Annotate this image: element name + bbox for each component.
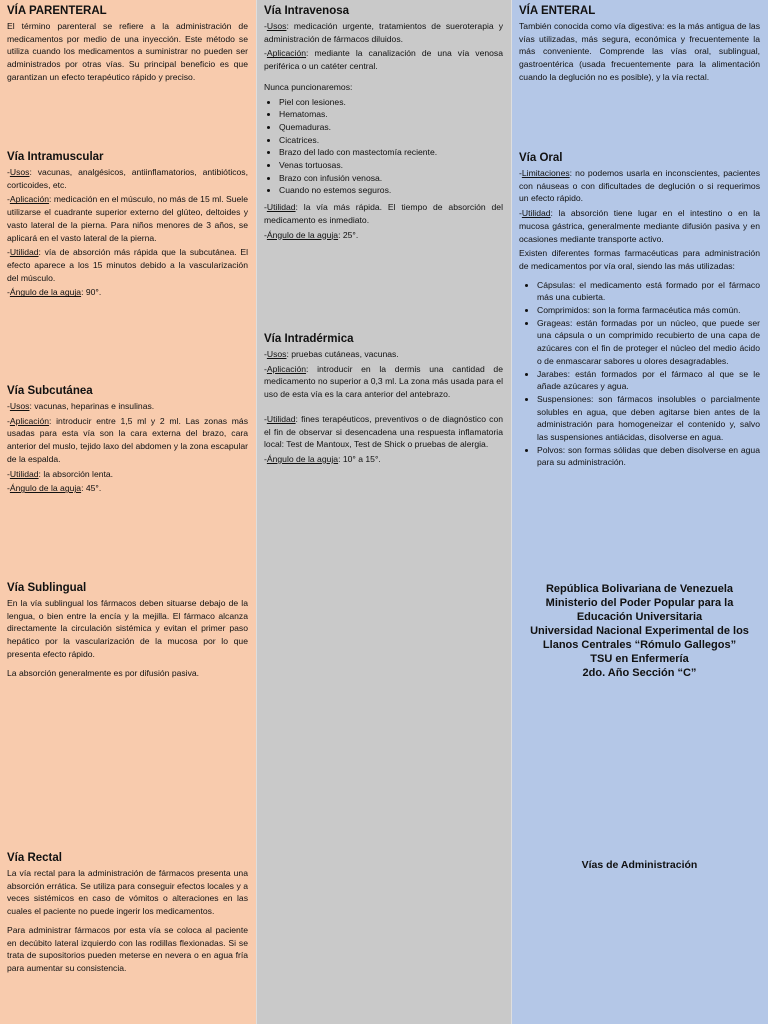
list-item: • Piel con lesiones. [279, 96, 503, 109]
institution-line: República Bolivariana de Venezuela [545, 583, 734, 595]
intradermica-utilidad: -Utilidad: fines terapéuticos, preventivos o de diagnóstico con el fin de observar si desencadena una respuesta inflamatoria local: Test de Mantoux, Test de Shick o pruebas de alergia. [264, 413, 503, 450]
institution-block [519, 582, 760, 680]
subcutanea-aplicacion: -Aplicación: introducir entre 1,5 ml y 2 ml. Las zonas más usadas para esta vía son la cara externa del brazo, cara anterior del muslo, tejido laxo del abdomen y la zona escapular de la espalda. [7, 415, 248, 464]
intravenosa-title: Vía Intravenosa [264, 5, 350, 17]
intravenosa-utilidad: -Utilidad: la vía más rápida. El tiempo de absorción del medicamento es inmediato. [264, 202, 503, 225]
column-right [512, 0, 768, 1024]
intravenosa-angulo: -Ángulo de la aguja: 25°. [264, 229, 359, 240]
section-intradermica [264, 332, 503, 468]
intradermica-title: Vía Intradérmica [264, 333, 354, 345]
list-item: • Polvos: son formas sólidas que deben disolverse en agua para su administración. [537, 444, 760, 469]
sublingual-title: Vía Sublingual [7, 582, 87, 594]
institution-line: Llanos Centrales “Rómulo Gallegos” [542, 639, 737, 651]
institution-line: Universidad Nacional Experimental de los [530, 625, 749, 637]
intramuscular-title: Vía Intramuscular [7, 151, 104, 163]
list-item: • Brazo con infusión venosa. [279, 172, 503, 185]
parenteral-text: El término parenteral se refiere a la administración de medicamentos por medio de una inyección. Este método se utiliza cuando los medicamentos a suministrar no pueden ser administrados por otras vías. Su principal beneficio es que garantizan un efecto terapéutico rápido y preciso. [7, 21, 248, 82]
list-item: • Grageas: están formadas por un núcleo, que puede ser una cápsula o un comprimido recubierto de una capa de azúcares con el fin de proteger el núcleo del medio ácido o de enmascarar sabores u olores desagradables. [537, 317, 760, 368]
enteral-text: También conocida como vía digestiva: es la más antigua de las vías utilizadas, más segura, económica y frecuentemente la más conveniente. Comprende las vías oral, sublingual, gastroentérica (usada frecuentemente para la alimentación cuando la deglución no es posible), y la vía rectal. [519, 21, 760, 82]
institution-line: Educación Universitaria [576, 611, 703, 623]
intradermica-aplicacion: -Aplicación: introducir en la dermis una cantidad de medicamento no superior a 0,3 ml. La zona más usada para el uso de esta vía es la cara anterior del antebrazo. [264, 363, 503, 400]
list-item: • Venas tortuosas. [279, 159, 503, 172]
oral-forms-list [519, 279, 760, 470]
section-parenteral [7, 4, 248, 86]
list-item: • Cápsulas: el medicamento está formado por el fármaco más una cubierta. [537, 279, 760, 304]
oral-utilidad: -Utilidad: la absorción tiene lugar en el intestino o en la mucosa gástrica, generalmente mediante difusión pasiva y en ocasiones mediante transporte activo. [519, 208, 760, 244]
enteral-title: VÍA ENTERAL [519, 5, 596, 17]
list-item: • Cicatrices. [279, 134, 503, 147]
subcutanea-title: Vía Subcutánea [7, 385, 93, 397]
rectal-title: Vía Rectal [7, 852, 62, 864]
subcutanea-angulo: -Ángulo de la aguja: 45°. [7, 483, 102, 494]
subcutanea-usos: -Usos: vacunas, heparinas e insulinas. [7, 401, 155, 411]
intravenosa-nunca: Nunca puncionaremos: [264, 81, 353, 92]
column-left [0, 0, 256, 1024]
intradermica-usos: -Usos: pruebas cutáneas, vacunas. [264, 349, 399, 359]
column-middle [256, 0, 512, 1024]
list-item: • Jarabes: están formados por el fármaco al que se le añade azúcares y agua. [537, 368, 760, 393]
intravenosa-aplicacion: -Aplicación: mediante la canalización de una vía venosa periférica o un catéter central. [264, 48, 503, 72]
subcutanea-utilidad: -Utilidad: la absorción lenta. [7, 468, 114, 479]
intramuscular-utilidad: -Utilidad: vía de absorción más rápida que la subcutánea. El efecto aparece a los 15 minutos debido a la vascularización del músculo. [7, 247, 248, 283]
list-item: • Comprimidos: son la forma farmacéutica más común. [537, 304, 760, 317]
rectal-text1: La vía rectal para la administración de fármacos presenta una absorción errática. Se utiliza para conseguir efectos locales y a veces sistémicos en caso de vómitos o alteraciones en las cuales el paciente no puede ingerir los medicamentos. [7, 868, 248, 917]
rectal-text2: Para administrar fármacos por esta vía se coloca al paciente en decúbito lateral izquierdo con las rodillas flexionadas. Si se trata de supositorios pueden meterse en nevera o en agua fría para aumentar su consistencia. [7, 924, 248, 973]
cover-title: Vías de Administración [581, 859, 698, 871]
institution-line: Ministerio del Poder Popular para la [545, 597, 734, 609]
parenteral-title: VÍA PARENTERAL [7, 5, 107, 17]
section-rectal [7, 851, 248, 977]
oral-intro: Existen diferentes formas farmacéuticas para administración de medicamentos por vía oral, siendo las más utilizadas: [519, 248, 760, 271]
section-intravenosa [264, 4, 503, 243]
section-enteral [519, 4, 760, 86]
section-sublingual [7, 581, 248, 681]
sublingual-text2: La absorción generalmente es por difusión pasiva. [7, 667, 200, 678]
intradermica-angulo: -Ángulo de la aguja: 10° a 15°. [264, 453, 381, 464]
intravenosa-list [264, 96, 503, 198]
intramuscular-usos: -Usos: vacunas, analgésicos, antiinflamatorios, antibióticos, corticoides, etc. [7, 167, 248, 190]
list-item: • Hematomas. [279, 108, 503, 121]
section-intramuscular [7, 150, 248, 301]
sublingual-text1: En la vía sublingual los fármacos deben situarse debajo de la lengua, o bien entre la encía y la mejilla. El fármaco alcanza directamente la circulación sistémica y evitan el primer paso hepático por la vascularización de la mucosa por lo que presenta efecto rápido. [7, 598, 248, 659]
oral-title: Vía Oral [519, 152, 563, 164]
list-item: • Brazo del lado con mastectomía reciente. [279, 146, 503, 159]
list-item: • Quemaduras. [279, 121, 503, 134]
list-item: • Cuando no estemos seguros. [279, 184, 503, 197]
oral-limitaciones: -Limitaciones: no podemos usarla en inconscientes, pacientes con náuseas o con dificultades de deglución o si requerimos un efecto rápido. [519, 168, 760, 204]
institution-line: 2do. Año Sección “C” [582, 667, 697, 679]
institution-line: TSU en Enfermería [590, 653, 689, 665]
section-subcutanea [7, 384, 248, 497]
intramuscular-angulo: -Ángulo de la aguja: 90°. [7, 287, 102, 298]
list-item: • Suspensiones: son fármacos insolubles o parcialmente solubles en agua, que deben agitarse bien antes de la administración para homogeneizar el contenido y, salvo las suspensiones antiácidas, disolverse en agua. [537, 393, 760, 444]
intravenosa-usos: -Usos: medicación urgente, tratamientos de sueroterapia y administración de fármacos diluidos. [264, 21, 503, 44]
intramuscular-aplicacion: -Aplicación: medicación en el músculo, no más de 15 ml. Suele utilizarse el cuadrante superior externo del glúteo, deltoides y vasto lateral de la pierna. Para niños menores de 3 años, se aplicará en el vasto lateral de la pierna. [7, 194, 248, 243]
section-oral [519, 151, 760, 473]
